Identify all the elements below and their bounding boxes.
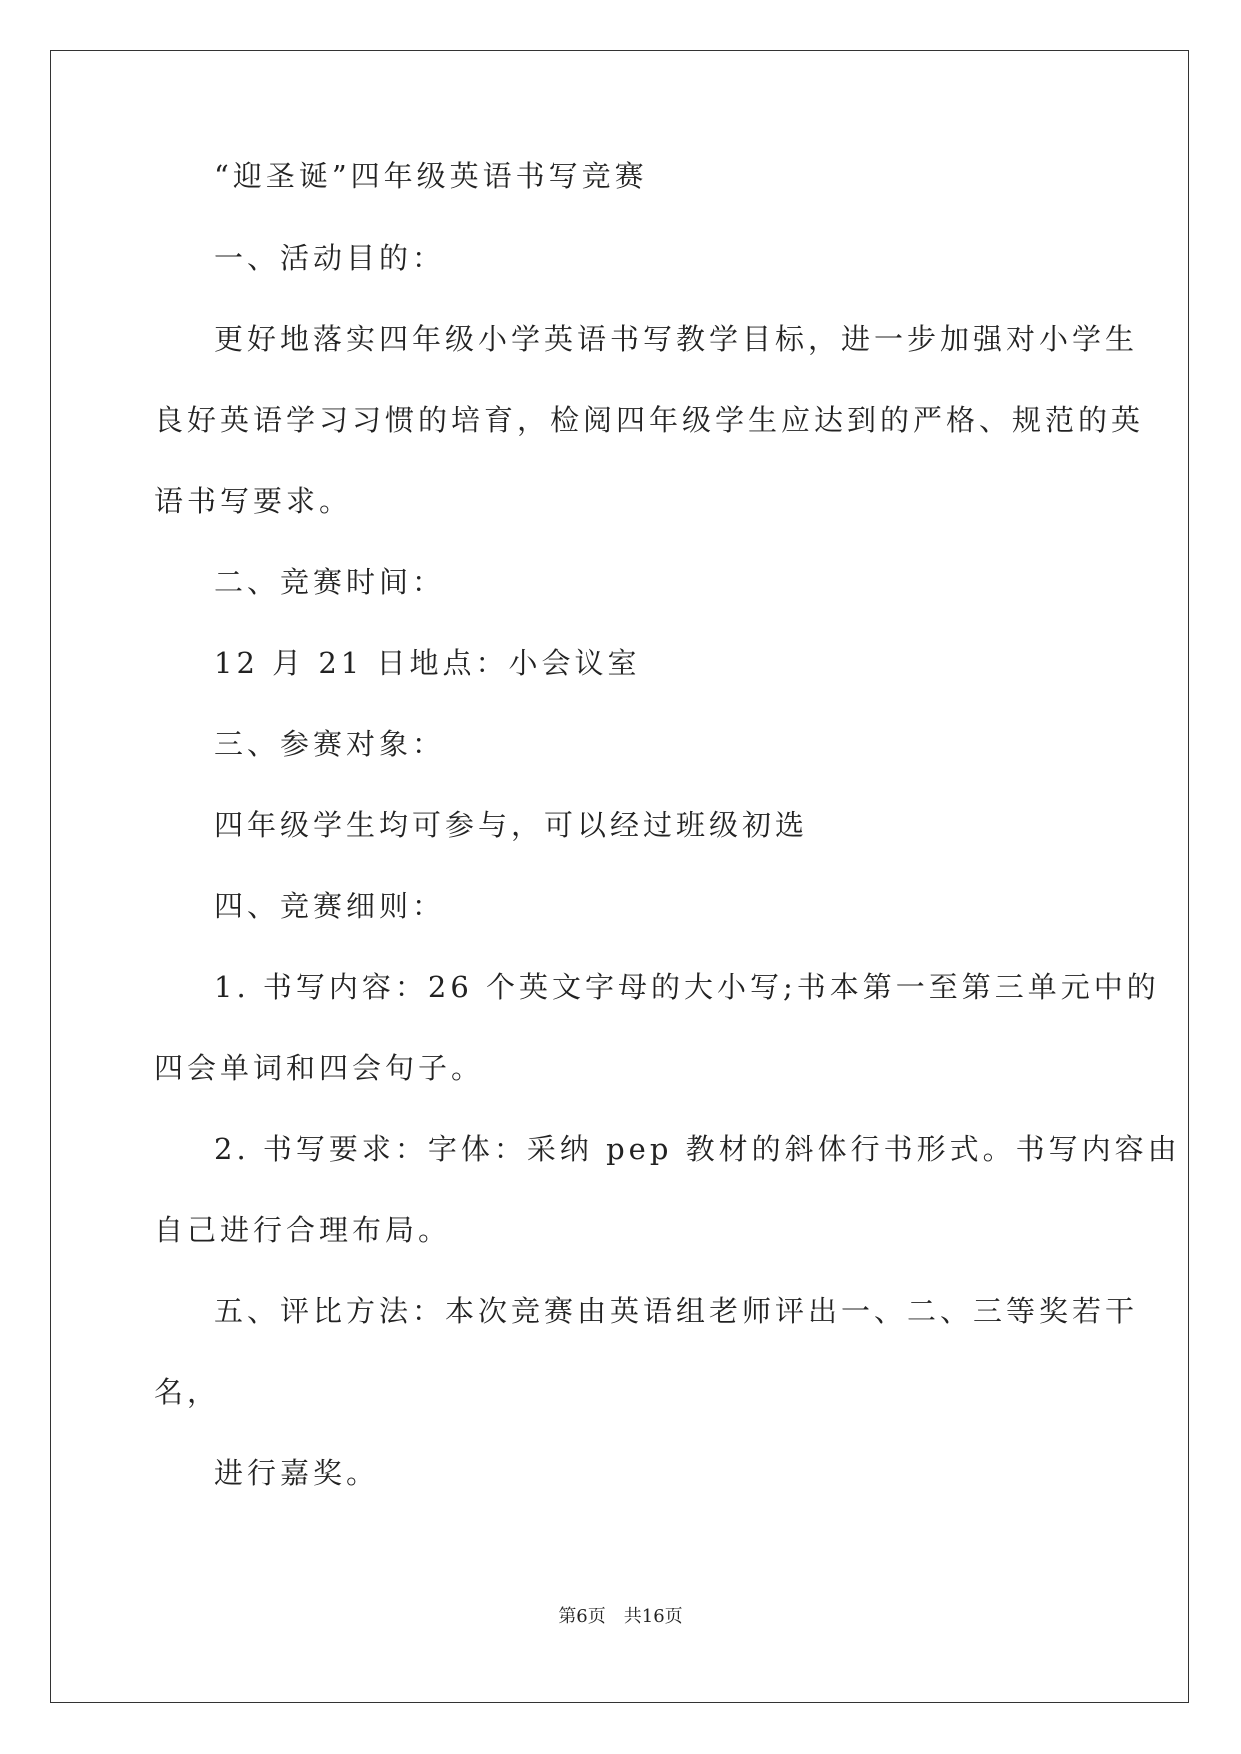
page-footer [0, 1606, 1241, 1628]
paragraph-line: 四年级学生均可参与，可以经过班级初选 [214, 808, 809, 842]
page-total: 共16页 [623, 1606, 683, 1627]
paragraph-line: 良好英语学习习惯的培育，检阅四年级学生应达到的严格、规范的英 [154, 403, 1145, 437]
paragraph-line: 2. 书写要求：字体：采纳 pep 教材的斜体行书形式。书写内容由 [214, 1132, 1181, 1166]
section-heading-rules: 四、竞赛细则： [214, 889, 446, 923]
section-heading-evaluation: 五、评比方法：本次竞赛由英语组老师评出一、二、三等奖若干 [214, 1294, 1139, 1328]
section-heading-participants: 三、参赛对象： [214, 727, 446, 761]
section-heading-time: 二、竞赛时间： [214, 565, 446, 599]
paragraph-line: 名， [154, 1375, 221, 1409]
paragraph-line: 1. 书写内容：26 个英文字母的大小写;书本第一至第三单元中的 [214, 970, 1160, 1004]
paragraph-line: 进行嘉奖。 [214, 1456, 380, 1490]
paragraph-line: 语书写要求。 [154, 484, 353, 518]
document-title: “迎圣诞”四年级英语书写竞赛 [214, 159, 648, 193]
paragraph-line: 自己进行合理布局。 [154, 1213, 452, 1247]
paragraph-line: 更好地落实四年级小学英语书写教学目标，进一步加强对小学生 [214, 322, 1139, 356]
paragraph-line: 四会单词和四会句子。 [154, 1051, 485, 1085]
paragraph-line: 12 月 21 日地点：小会议室 [214, 646, 641, 680]
section-heading-purpose: 一、活动目的： [214, 241, 446, 275]
page-number: 第6页 [558, 1606, 606, 1627]
